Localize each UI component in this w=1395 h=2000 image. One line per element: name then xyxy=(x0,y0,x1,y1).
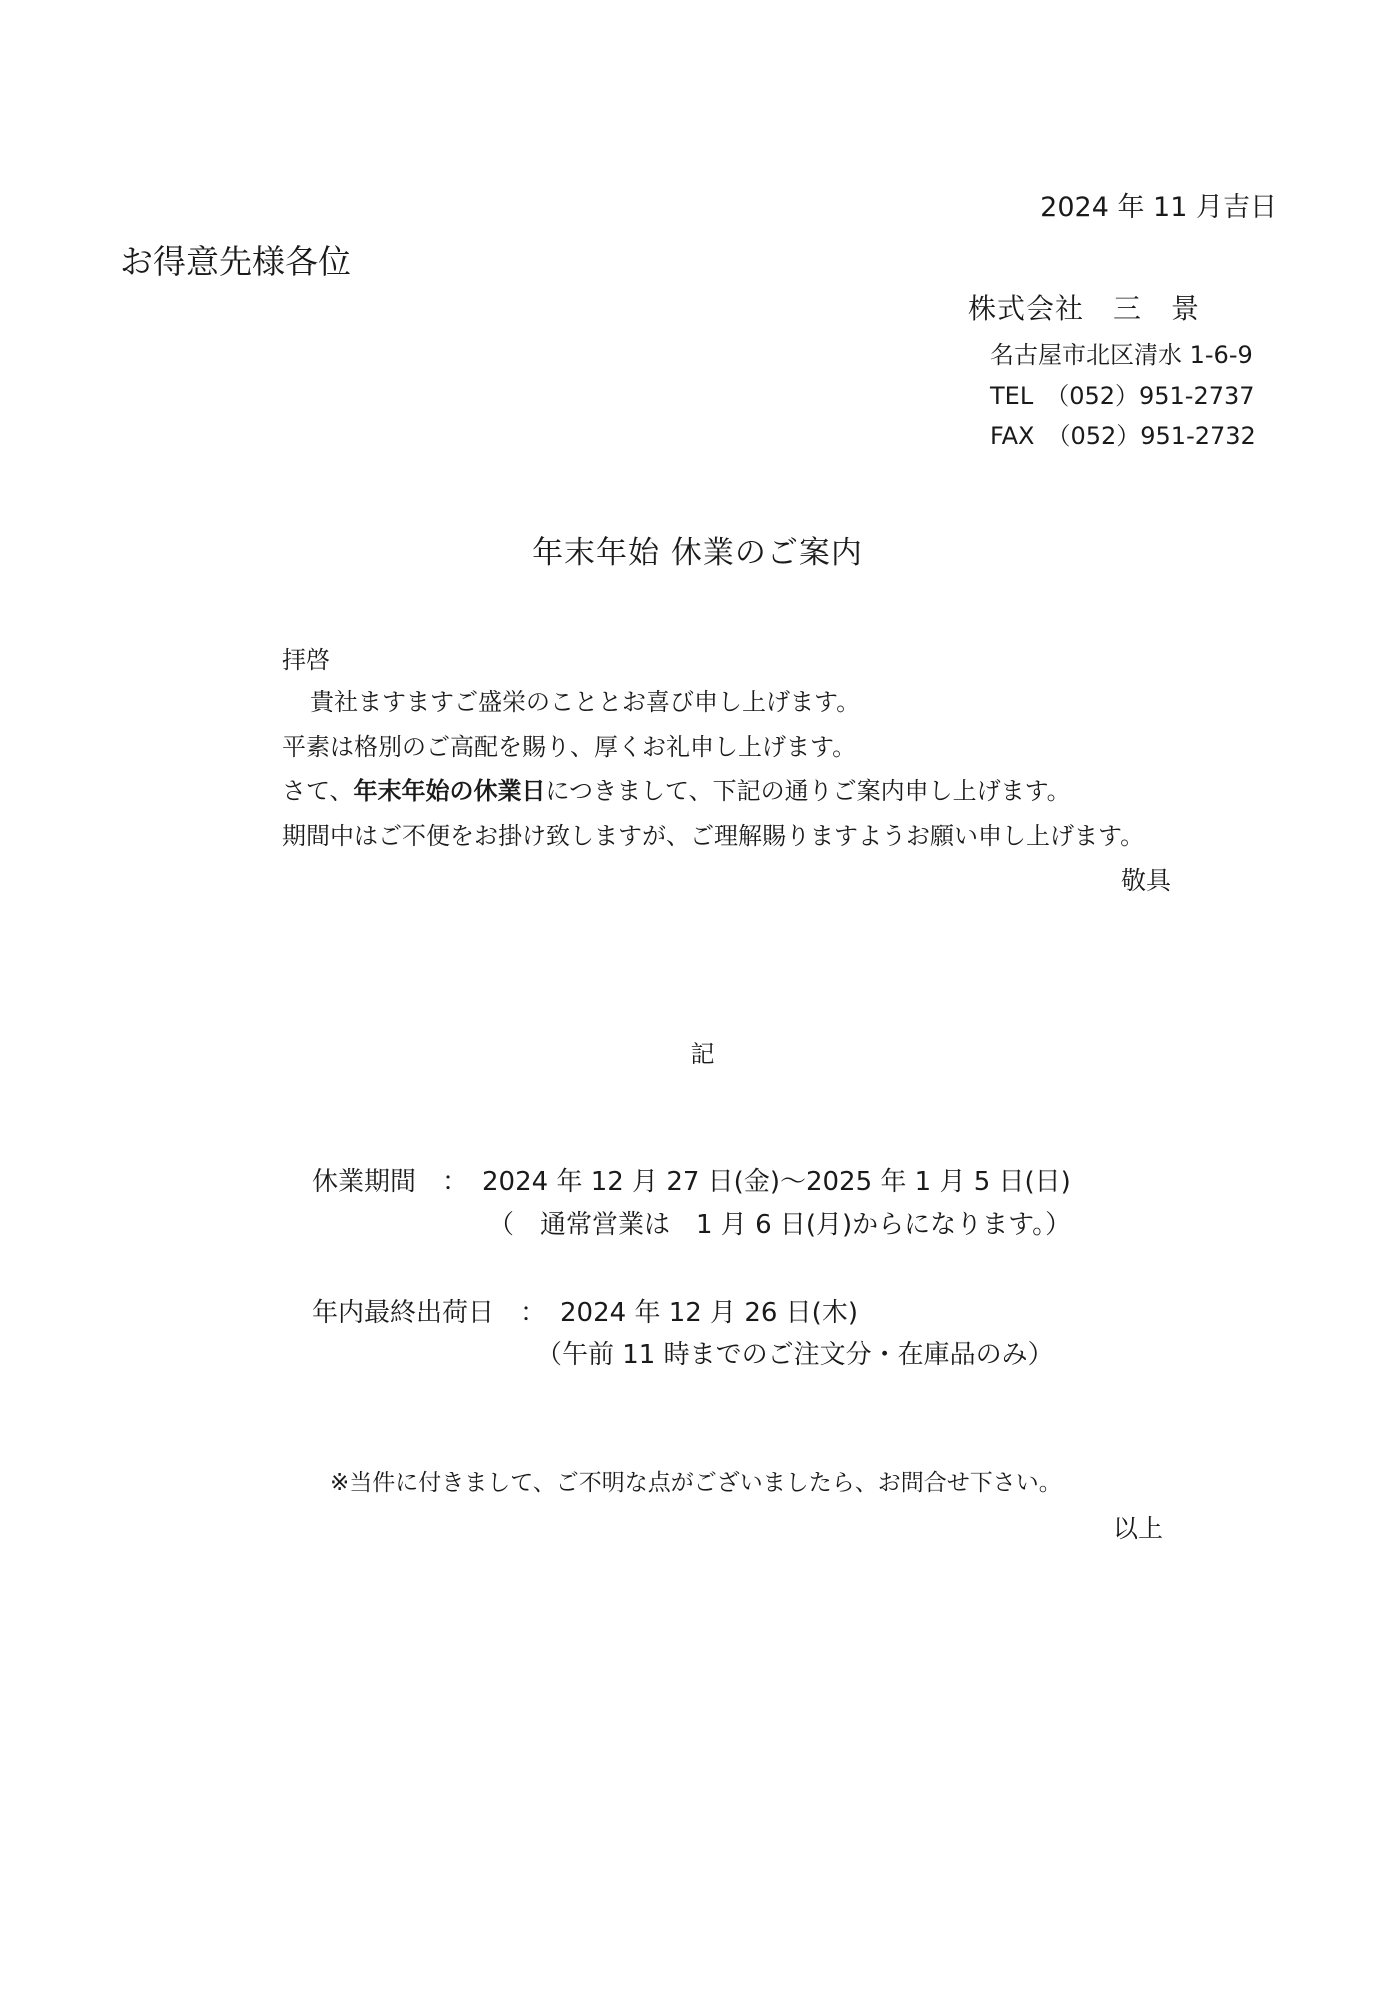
closing-keigu: 敬具 xyxy=(1120,866,1171,895)
holiday-period-value: 2024 年 12 月 27 日(金)～2025 年 1 月 5 日(日) xyxy=(482,1167,1071,1197)
letter-date: 2024 年 11 月吉日 xyxy=(1040,192,1277,223)
holiday-period-label: 休業期間 ： xyxy=(312,1167,469,1197)
last-shipping-note: （午前 11 時までのご注文分・在庫品のみ） xyxy=(536,1340,1054,1370)
body-line-4: 期間中はご不便をお掛け致しますが、ご理解賜りますようお願い申し上げます。 xyxy=(282,822,1145,850)
last-shipping-label: 年内最終出荷日 ： xyxy=(312,1298,547,1328)
closing-ijo: 以上 xyxy=(1112,1514,1163,1543)
company-address: 名古屋市北区清水 1-6-9 xyxy=(990,341,1253,369)
holiday-period-note: （ 通常営業は 1 月 6 日(月)からになります。） xyxy=(488,1210,1072,1240)
greeting-haikei: 拝啓 xyxy=(282,646,330,674)
body-line-3 xyxy=(282,777,1071,806)
company-fax: FAX （052）951-2732 xyxy=(990,422,1256,450)
holiday-period xyxy=(312,1167,1071,1198)
body-line-2: 平素は格別のご高配を賜り、厚くお礼申し上げます。 xyxy=(282,733,857,761)
letter-title: 年末年始 休業のご案内 xyxy=(532,535,863,571)
inquiry-note: ※当件に付きまして、ご不明な点がございましたら、お問合せ下さい。 xyxy=(330,1470,1062,1496)
last-shipping-value: 2024 年 12 月 26 日(木) xyxy=(560,1298,858,1328)
company-tel: TEL （052）951-2737 xyxy=(990,382,1255,410)
body-line-3-post: につきまして、下記の通りご案内申し上げます。 xyxy=(545,777,1071,805)
body-line-3-pre: さて、 xyxy=(282,777,354,805)
body-line-1: 貴社ますますご盛栄のこととお喜び申し上げます。 xyxy=(310,688,861,716)
addressee: お得意先様各位 xyxy=(120,242,351,281)
last-shipping-day xyxy=(312,1298,858,1329)
body-line-3-bold: 年末年始の休業日 xyxy=(353,777,546,805)
ki-heading: 記 xyxy=(690,1040,715,1068)
company-name: 株式会社 三 景 xyxy=(968,292,1201,325)
